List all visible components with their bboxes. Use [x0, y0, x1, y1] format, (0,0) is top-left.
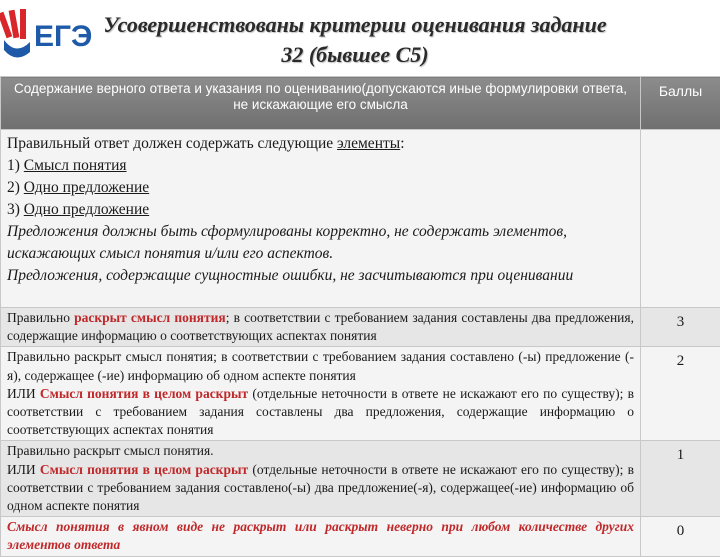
requirements-cell	[1, 130, 641, 308]
criterion-text: Правильно раскрыт смысл понятия; в соответствии с требованием задания составлены два предложения, содержащие информацию о соответствующих аспектах понятия	[1, 308, 641, 347]
ege-logo	[0, 6, 100, 64]
requirement-item: 3) Одно предложение	[7, 199, 636, 221]
table-header-row	[1, 77, 720, 130]
criterion-text: Правильно раскрыт смысл понятия. ИЛИ Смысл понятия в целом раскрыт (отдельные неточности в ответе не искажают его по существу); в соответствии с требованием задания составлено(-ы) два предложение(-я), содержащее(-ие) информацию об одном аспекте понятия	[1, 441, 641, 517]
criterion-score: 2	[641, 347, 720, 441]
criteria-table	[0, 76, 720, 557]
requirement-note-2: Предложения, содержащие сущностные ошибки, не засчитываются при оценивании	[7, 265, 636, 287]
requirement-item: 1) Смысл понятия	[7, 155, 636, 177]
requirement-note-1: Предложения должны быть сформулированы корректно, не содержать элементов, искажающих смысл понятия и/или его аспектов.	[7, 221, 636, 265]
criterion-text: Смысл понятия в явном виде не раскрыт или раскрыт неверно при любом количестве других элементов ответа	[1, 517, 641, 556]
requirements-intro: Правильный ответ должен содержать следующие элементы:	[7, 133, 636, 155]
page-title	[100, 10, 610, 70]
score-header: Баллы	[641, 77, 720, 130]
criterion-score: 0	[641, 517, 720, 556]
elements-link: элементы	[337, 135, 400, 152]
ege-logo-mark	[0, 9, 30, 58]
criterion-row-2	[1, 347, 720, 441]
criterion-text: Правильно раскрыт смысл понятия; в соответствии с требованием задания составлено (-ы) предложение (-я), содержащее (-ие) информацию об одном аспекте понятия ИЛИ Смысл понятия в целом раскрыт (отдельные неточности в ответе не искажают его по существу); в соответствии с требованием задания составлены два предложения, содержащие информацию о соответствующих аспектах понятия	[1, 347, 641, 441]
requirement-item: 2) Одно предложение	[7, 177, 636, 199]
requirements-row	[1, 130, 720, 308]
content-header: Содержание верного ответа и указания по оцениванию(допускаются иные формулировки ответа, не искажающие его смысла	[1, 77, 641, 130]
criterion-row-1	[1, 441, 720, 517]
criterion-score: 3	[641, 308, 720, 347]
title-line-2: 32 (бывшее С5)	[100, 40, 610, 70]
criterion-row-0	[1, 517, 720, 556]
ege-logo-text: ЕГЭ	[34, 20, 92, 53]
criterion-score: 1	[641, 441, 720, 517]
title-line-1: Усовершенствованы критерии оценивания задание	[100, 10, 610, 40]
requirements-score-cell	[641, 130, 720, 308]
criterion-row-3	[1, 308, 720, 347]
